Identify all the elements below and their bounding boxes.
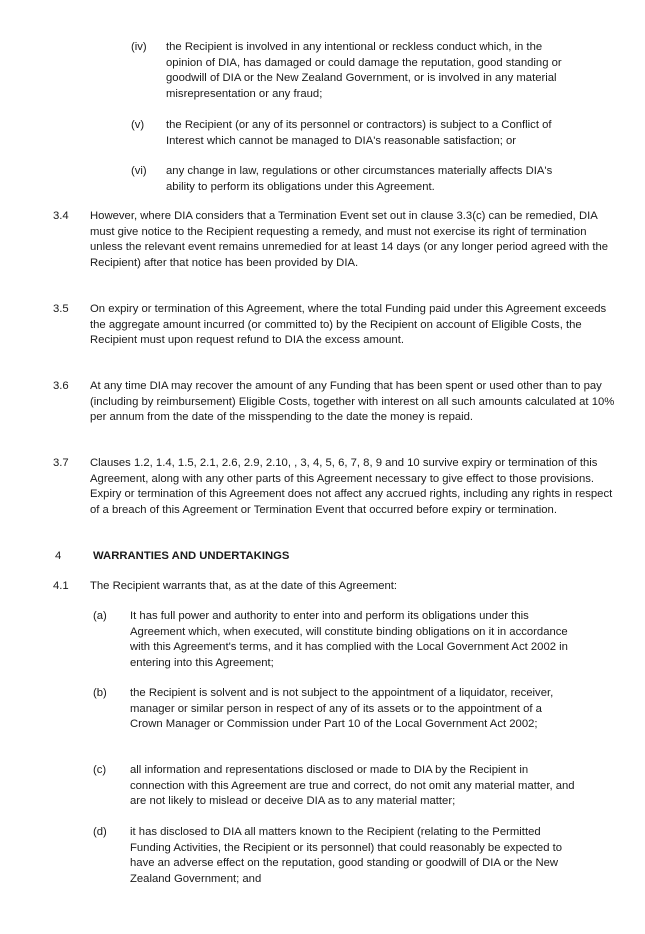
item-number: (iv) <box>131 41 147 53</box>
clause-number: 4.1 <box>53 580 69 592</box>
item-text: the Recipient is solvent and is not subject to the appointment of a liquidator, receiver, manager or similar person in respect of any of its assets or to the appointment of a Crown Manager or Commission under Part 10 of the Local Government Act 2002; <box>130 687 554 731</box>
section-number: 4 <box>55 550 62 562</box>
clause-number: 3.6 <box>53 380 69 392</box>
item-text: it has disclosed to DIA all matters known to the Recipient (relating to the Permitted Funding Activities, the Recipient or its personnel) that could reasonably be expected to have an adverse effect on the reputation, good standing or goodwill of DIA or the New Zealand Government; and <box>130 826 563 886</box>
item-number: (c) <box>93 764 107 776</box>
clause-text: However, where DIA considers that a Termination Event set out in clause 3.3(c) can be remedied, DIA must give notice to the Recipient requesting a remedy, and must not exercise its right of termination unless the relevant event remains unremedied for at least 14 days (or any longer period agreed with the Recipient) after that notice has been provided by DIA. <box>90 210 609 270</box>
item-text: the Recipient is involved in any intentional or reckless conduct which, in the opinion of DIA, has damaged or could damage the reputation, good standing or goodwill of DIA or the New Zealand Government, or is involved in any material misrepresentation or any fraud; <box>166 41 562 101</box>
item-number: (vi) <box>131 165 147 177</box>
clause-number: 3.5 <box>53 303 69 315</box>
clause-number: 3.4 <box>53 210 69 222</box>
item-text: all information and representations disclosed or made to DIA by the Recipient in connection with this Agreement are true and correct, do not omit any material matter, and are not likely to mislead or deceive DIA as to any material matter; <box>130 764 575 808</box>
section-title: WARRANTIES AND UNDERTAKINGS <box>93 550 290 562</box>
clause-text: The Recipient warrants that, as at the date of this Agreement: <box>90 580 398 592</box>
item-number: (v) <box>131 119 145 131</box>
item-text: the Recipient (or any of its personnel or contractors) is subject to a Conflict of Interest which cannot be managed to DIA's reasonable satisfaction; or <box>166 119 552 147</box>
item-number: (b) <box>93 687 107 699</box>
item-number: (d) <box>93 826 107 838</box>
item-text: It has full power and authority to enter into and perform its obligations under this Agreement which, when executed, will constitute binding obligations on it in accordance with this Agreement's terms, and it has complied with the Local Government Act 2002 in entering into this Agreement; <box>130 610 568 670</box>
item-number: (a) <box>93 610 107 622</box>
clause-number: 3.7 <box>53 457 69 469</box>
clause-text: Clauses 1.2, 1.4, 1.5, 2.1, 2.6, 2.9, 2.10, , 3, 4, 5, 6, 7, 8, 9 and 10 survive expiry or termination of this Agreement, along with any other parts of this Agreement necessary to give effect to those provisions. Expiry or termination of this Agreement does not affect any accrued rights, including any rights in respect of a breach of this Agreement or Termination Event that occurred before expiry or termination. <box>90 457 613 517</box>
item-text: any change in law, regulations or other circumstances materially affects DIA's ability to perform its obligations under this Agreement. <box>166 165 553 193</box>
clause-text: On expiry or termination of this Agreement, where the total Funding paid under this Agreement exceeds the aggregate amount incurred (or committed to) by the Recipient on account of Eligible Costs, the Recipient must upon request refund to DIA the excess amount. <box>90 303 607 347</box>
clause-text: At any time DIA may recover the amount of any Funding that has been spent or used other than to pay (including by reimbursement) Eligible Costs, together with interest on all such amounts calculated at 10% per annum from the date of the misspending to the date the money is repaid. <box>90 380 615 424</box>
